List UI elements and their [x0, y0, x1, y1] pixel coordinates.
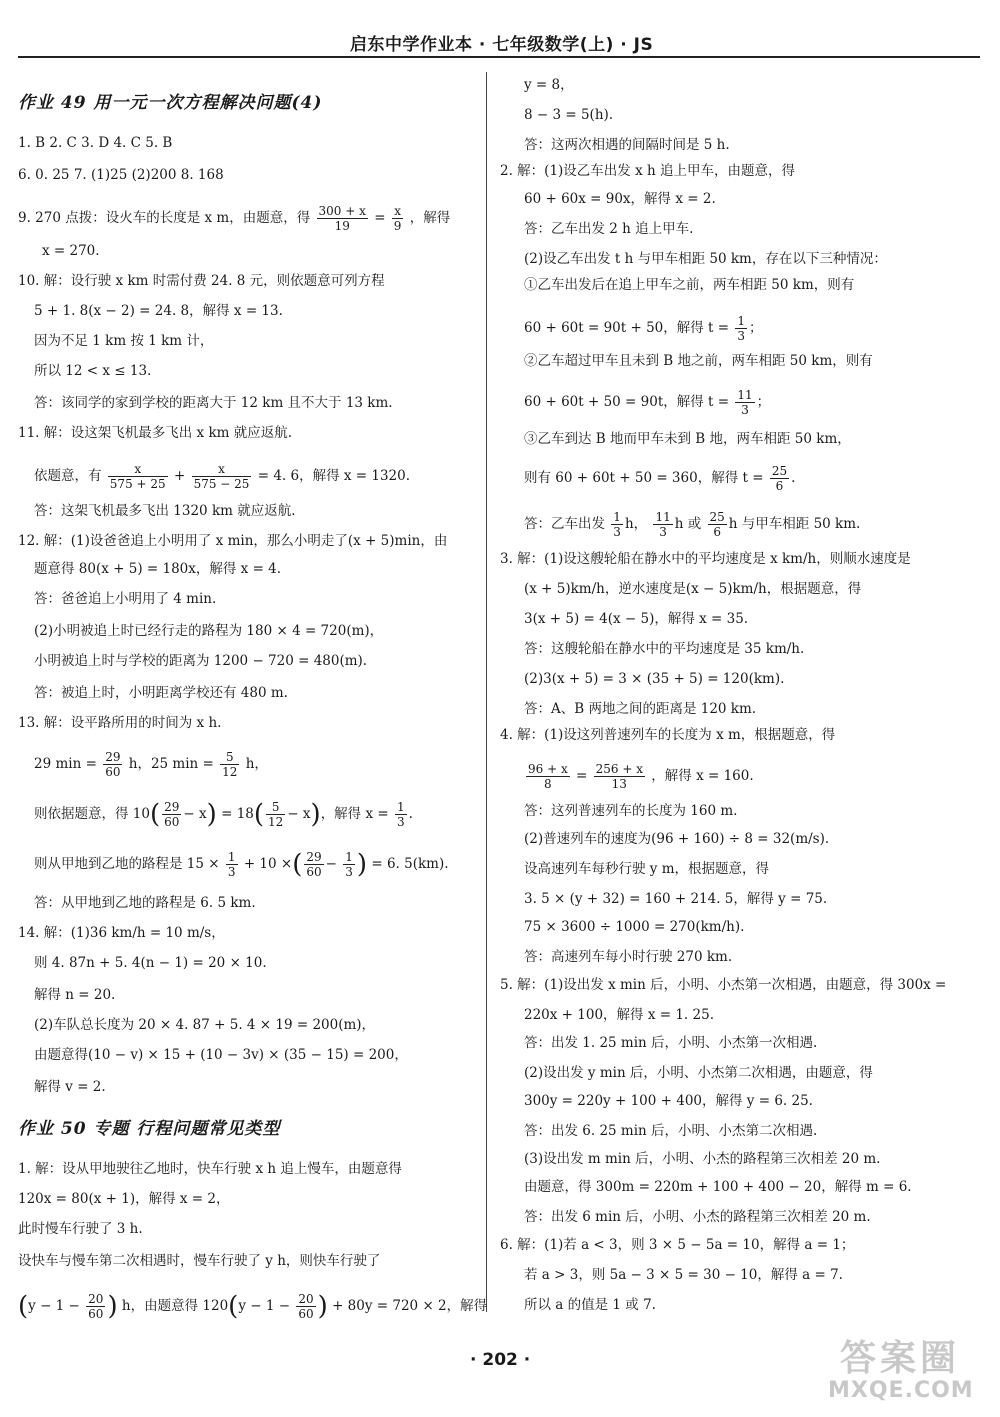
answer-line: 12. 解：(1)设爸爸追上小明用了 x min，那么小明走了(x + 5)min，由	[18, 533, 448, 549]
answer-line: $\frac{96 + x}{8}$ = $\frac{256 + x}{13}$ ，解得 x = 160.	[528, 762, 754, 791]
answer-line: 答：从甲地到乙地的路程是 6. 5 km.	[34, 895, 256, 911]
answer-line: 答：出发 6 min 后，小明、小杰的路程第三次相差 20 m.	[524, 1209, 871, 1225]
answer-line: 则依据题意，得 10( $\frac{29}{60}$ − x) = 18( $\frac{5}{12}$ − x)，解得 x = $\frac{1}{3}$ .	[34, 799, 413, 830]
answer-line: 1. B 2. C 3. D 4. C 5. B	[18, 135, 173, 151]
answer-line: ①乙车出发后在追上甲车之前，两车相距 50 km，则有	[524, 277, 855, 293]
answer-line: ③乙车到达 B 地而甲车未到 B 地，两车相距 50 km，	[524, 431, 851, 447]
fraction: $\frac{20}{60}$	[88, 1292, 104, 1321]
answer-line: 此时慢车行驶了 3 h.	[18, 1221, 143, 1237]
answer-line: 则从甲地到乙地的路程是 15 × $\frac{1}{3}$ + 10 ×( $\frac{29}{60}$ − $\frac{1}{3}$ ) = 6. 5(km).	[34, 849, 449, 880]
fraction: $\frac{11}{3}$	[737, 388, 753, 417]
answer-line: 3. 5 × (y + 32) = 160 + 214. 5，解得 y = 75.	[524, 891, 828, 907]
answer-line: 4. 解：(1)设这列普速列车的长度为 x m，根据题意，得	[500, 727, 836, 743]
fraction: $\frac{96 + x}{8}$	[528, 762, 568, 791]
answer-line: 答：乙车出发 $\frac{1}{3}$ h， $\frac{11}{3}$ h 或 $\frac{25}{6}$ h 与甲车相距 50 km.	[524, 510, 861, 539]
answer-line: y = 8，	[524, 77, 574, 93]
answer-line: 设快车与慢车第二次相遇时，慢车行驶了 y h，则快车行驶了	[18, 1253, 381, 1269]
fraction: $\frac{5}{12}$	[268, 800, 284, 829]
answer-line: 10. 解：设行驶 x km 时需付费 24. 8 元，则依题意可列方程	[18, 273, 385, 289]
answer-line: (3)设出发 m min 后，小明、小杰的路程第三次相差 20 m.	[524, 1151, 881, 1167]
answer-line: x = 270.	[42, 243, 100, 259]
answer-line: 6. 0. 25 7. (1)25 (2)200 8. 168	[18, 167, 224, 183]
answer-line: (y − 1 − $\frac{20}{60}$ ) h，由题意得 120(y − 1 − $\frac{20}{60}$ ) + 80y = 720 × 2，解得	[18, 1291, 488, 1322]
answer-line: 300y = 220y + 100 + 400，解得 y = 6. 25.	[524, 1093, 813, 1109]
answer-line: 答：出发 6. 25 min 后，小明、小杰第二次相遇.	[524, 1123, 818, 1139]
answer-line: 答：这列普速列车的长度为 160 m.	[524, 803, 738, 819]
answer-line: 则 4. 87n + 5. 4(n − 1) = 20 × 10.	[34, 955, 267, 971]
answer-line: 答：这架飞机最多飞出 1320 km 就应返航.	[34, 503, 296, 519]
answer-line: 3(x + 5) = 4(x − 5)，解得 x = 35.	[524, 611, 749, 627]
answer-line: (2)车队总长度为 20 × 4. 87 + 5. 4 × 19 = 200(m)，	[34, 1017, 376, 1033]
answer-line: ②乙车超过甲车且未到 B 地之前，两车相距 50 km，则有	[524, 353, 873, 369]
answer-line: 11. 解：设这架飞机最多飞出 x km 就应返航.	[18, 425, 293, 441]
answer-line: 60 + 60t = 90t + 50，解得 t = $\frac{1}{3}$ ；	[524, 314, 763, 343]
answer-line: 设高速列车每秒行驶 y m，根据题意，得	[524, 861, 770, 877]
fraction: $\frac{29}{60}$	[306, 850, 322, 879]
answer-line: 则有 60 + 60t + 50 = 360，解得 t = $\frac{25}{6}$ .	[524, 464, 796, 493]
column-divider	[486, 72, 487, 1312]
fraction: $\frac{1}{3}$	[737, 314, 746, 343]
answer-line: 29 min = $\frac{29}{60}$ h，25 min = $\frac{5}{12}$ h，	[34, 750, 268, 779]
answer-line: 小明被追上时与学校的距离为 1200 − 720 = 480(m).	[34, 653, 368, 669]
answer-line: 9. 270 点拨：设火车的长度是 x m，由题意，得 $\frac{300 + x}{19}$ = $\frac{x}{9}$ ，解得	[18, 204, 451, 233]
answer-line: 所以 12 < x ≤ 13.	[34, 363, 152, 379]
answer-line: 14. 解：(1)36 km/h = 10 m/s，	[18, 925, 225, 941]
answer-line: 答：爸爸追上小明用了 4 min.	[34, 591, 217, 607]
answer-line: 6. 解：(1)若 a < 3，则 3 × 5 − 5a = 10，解得 a = 1；	[500, 1237, 855, 1253]
fraction: $\frac{1}{3}$	[227, 850, 236, 879]
answer-line: 由题意，得 300m = 220m + 100 + 400 − 20，解得 m = 6.	[524, 1179, 912, 1195]
answer-line: 答：该同学的家到学校的距离大于 12 km 且不大于 13 km.	[34, 395, 393, 411]
answer-line: 5 + 1. 8(x − 2) = 24. 8，解得 x = 13.	[34, 303, 283, 319]
answer-line: (2)小明被追上时已经行走的路程为 180 × 4 = 720(m)，	[34, 623, 384, 639]
fraction: $\frac{1}{3}$	[397, 800, 405, 829]
answer-line: 答：被追上时，小明距离学校还有 480 m.	[34, 685, 288, 701]
fraction: $\frac{1}{3}$	[613, 510, 621, 539]
fraction: $\frac{25}{6}$	[709, 510, 725, 539]
fraction: $\frac{29}{60}$	[105, 750, 121, 779]
answer-line: 60 + 60x = 90x，解得 x = 2.	[524, 191, 716, 207]
fraction: $\frac{25}{6}$	[771, 464, 788, 493]
answer-line: 若 a > 3，则 5a − 3 × 5 = 30 − 10，解得 a = 7.	[524, 1267, 843, 1283]
answer-line: 答：A、B 两地之间的距离是 120 km.	[524, 701, 757, 717]
fraction: $\frac{x}{575 - 25}$	[193, 462, 250, 491]
answer-line: 1. 解：设从甲地驶往乙地时，快车行驶 x h 追上慢车，由题意得	[18, 1161, 402, 1177]
answer-line: (2)设乙车出发 t h 与甲车相距 50 km，存在以下三种情况：	[524, 251, 887, 267]
fraction: $\frac{x}{575 + 25}$	[109, 462, 166, 491]
fraction: $\frac{x}{9}$	[393, 204, 402, 233]
answer-line: 答：高速列车每小时行驶 270 km.	[524, 949, 733, 965]
fraction: $\frac{29}{60}$	[164, 800, 180, 829]
fraction: $\frac{5}{12}$	[222, 750, 238, 779]
answer-line: 答：出发 1. 25 min 后，小明、小杰第一次相遇.	[524, 1035, 818, 1051]
answer-line: 答：这两次相遇的间隔时间是 5 h.	[524, 137, 730, 153]
answer-line: 题意得 80(x + 5) = 180x，解得 x = 4.	[34, 561, 282, 577]
fraction: $\frac{1}{3}$	[345, 850, 353, 879]
answer-line: 答：这艘轮船在静水中的平均速度是 35 km/h.	[524, 641, 805, 657]
answer-line: 75 × 3600 ÷ 1000 = 270(km/h).	[524, 919, 745, 935]
fraction: $\frac{11}{3}$	[655, 510, 671, 539]
answer-line: 因为不足 1 km 按 1 km 计，	[34, 333, 214, 349]
page-number: · 202 ·	[470, 1350, 531, 1370]
answer-line: 由题意得(10 − v) × 15 + (10 − 3v) × (35 − 15) = 200，	[34, 1047, 408, 1063]
page-header	[0, 0, 1000, 64]
answer-line: 120x = 80(x + 1)，解得 x = 2，	[18, 1191, 230, 1207]
watermark-logo	[820, 1330, 990, 1410]
fraction: $\frac{300 + x}{19}$	[318, 204, 366, 233]
answer-line: 60 + 60t + 50 = 90t，解得 t = $\frac{11}{3}$ ；	[524, 388, 771, 417]
fraction: $\frac{20}{60}$	[298, 1292, 314, 1321]
answer-line: 解得 n = 20.	[34, 987, 116, 1003]
answer-line: 2. 解：(1)设乙车出发 x h 追上甲车，由题意，得	[500, 163, 795, 179]
header-title: 启东中学作业本 · 七年级数学(上) · JS	[350, 35, 654, 55]
answer-line: (2)设出发 y min 后，小明、小杰第二次相遇，由题意，得	[524, 1065, 873, 1081]
answer-line: 8 − 3 = 5(h).	[524, 107, 614, 123]
answer-line: 5. 解：(1)设出发 x min 后，小明、小杰第一次相遇，由题意，得 300x =	[500, 977, 947, 993]
answer-line: (2)普速列车的速度为(96 + 160) ÷ 8 = 32(m/s).	[524, 831, 830, 847]
answer-line: (2)3(x + 5) = 3 × (35 + 5) = 120(km).	[524, 671, 785, 687]
watermark-text: 答案圈	[840, 1338, 961, 1379]
answer-line: 13. 解：设平路所用的时间为 x h.	[18, 715, 222, 731]
header-rule	[18, 56, 980, 58]
fraction: $\frac{256 + x}{13}$	[595, 762, 643, 791]
answer-line: 答：乙车出发 2 h 追上甲车.	[524, 221, 694, 237]
answer-line: 220x + 100，解得 x = 1. 25.	[524, 1007, 714, 1023]
answer-line: 依题意，有 $\frac{x}{575 + 25}$ + $\frac{x}{575 - 25}$ = 4. 6，解得 x = 1320.	[34, 462, 411, 491]
section-title-50: 作业 50 专题 行程问题常见类型	[18, 1119, 281, 1139]
answer-line: 所以 a 的值是 1 或 7.	[524, 1297, 656, 1313]
answer-line: 3. 解：(1)设这艘轮船在静水中的平均速度是 x km/h，则顺水速度是	[500, 551, 911, 567]
answer-line: 解得 v = 2.	[34, 1079, 106, 1095]
answer-line: (x + 5)km/h，逆水速度是(x − 5)km/h，根据题意，得	[524, 581, 862, 597]
section-title-49: 作业 49 用一元一次方程解决问题(4)	[18, 93, 323, 113]
watermark-url: MXQE.COM	[828, 1378, 974, 1403]
